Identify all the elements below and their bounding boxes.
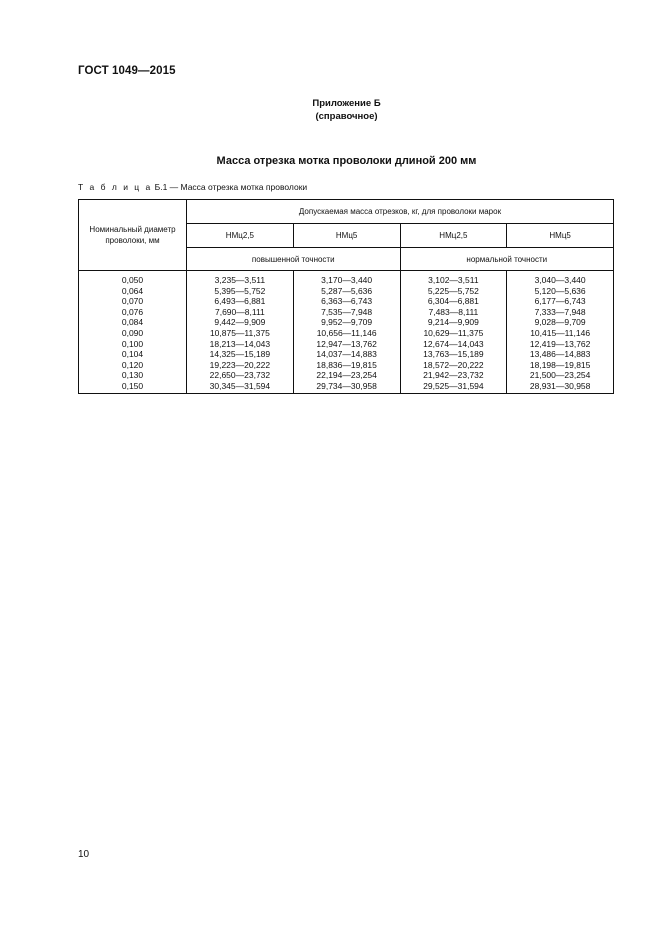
table-caption-prefix: Т а б л и ц а [78, 182, 153, 192]
table-row [79, 349, 614, 360]
cell-mass-range: 5,120—5,636 [507, 286, 614, 297]
appendix-subtitle: (справочное) [315, 111, 378, 122]
table-row [79, 370, 614, 381]
cell-mass-range: 3,040—3,440 [507, 271, 614, 286]
header-grade: НМц2,5 [400, 224, 507, 248]
cell-mass-range: 22,650—23,732 [187, 370, 294, 381]
cell-mass-range: 12,947—13,762 [293, 339, 400, 350]
table-row [79, 339, 614, 350]
cell-mass-range: 10,656—11,146 [293, 328, 400, 339]
cell-mass-range: 6,363—6,743 [293, 296, 400, 307]
cell-mass-range: 19,223—20,222 [187, 360, 294, 371]
cell-mass-range: 10,415—11,146 [507, 328, 614, 339]
cell-mass-range: 14,037—14,883 [293, 349, 400, 360]
cell-mass-range: 3,235—3,511 [187, 271, 294, 286]
cell-mass-range: 10,875—11,375 [187, 328, 294, 339]
cell-mass-range: 22,194—23,254 [293, 370, 400, 381]
table-caption-text: Б.1 — Масса отрезка мотка проволоки [154, 182, 308, 192]
table-row [79, 271, 614, 286]
cell-mass-range: 29,734—30,958 [293, 381, 400, 393]
cell-mass-range: 3,102—3,511 [400, 271, 507, 286]
cell-diameter: 0,150 [79, 381, 187, 393]
header-grade: НМц5 [293, 224, 400, 248]
appendix-heading [0, 97, 661, 123]
cell-mass-range: 9,214—9,909 [400, 317, 507, 328]
cell-mass-range: 29,525—31,594 [400, 381, 507, 393]
cell-diameter: 0,050 [79, 271, 187, 286]
table-row [79, 286, 614, 297]
cell-mass-range: 6,304—6,881 [400, 296, 507, 307]
header-grade: НМц5 [507, 224, 614, 248]
table-row [79, 307, 614, 318]
section-title: Масса отрезка мотка проволоки длиной 200 мм [216, 155, 477, 167]
cell-diameter: 0,104 [79, 349, 187, 360]
cell-mass-range: 9,442—9,909 [187, 317, 294, 328]
page-number: 10 [78, 849, 90, 860]
table-body [79, 271, 614, 394]
header-precision-high: повышенной точности [187, 248, 401, 271]
cell-mass-range: 12,419—13,762 [507, 339, 614, 350]
cell-diameter: 0,070 [79, 296, 187, 307]
cell-diameter: 0,084 [79, 317, 187, 328]
cell-mass-range: 9,952—9,709 [293, 317, 400, 328]
cell-mass-range: 30,345—31,594 [187, 381, 294, 393]
cell-mass-range: 18,572—20,222 [400, 360, 507, 371]
cell-mass-range: 18,198—19,815 [507, 360, 614, 371]
cell-mass-range: 9,028—9,709 [507, 317, 614, 328]
table-row [79, 317, 614, 328]
cell-diameter: 0,064 [79, 286, 187, 297]
cell-mass-range: 21,500—23,254 [507, 370, 614, 381]
cell-diameter: 0,130 [79, 370, 187, 381]
cell-mass-range: 14,325—15,189 [187, 349, 294, 360]
cell-mass-range: 12,674—14,043 [400, 339, 507, 350]
cell-diameter: 0,120 [79, 360, 187, 371]
cell-diameter: 0,076 [79, 307, 187, 318]
cell-mass-range: 28,931—30,958 [507, 381, 614, 393]
header-grade: НМц2,5 [187, 224, 294, 248]
cell-diameter: 0,090 [79, 328, 187, 339]
cell-mass-range: 13,486—14,883 [507, 349, 614, 360]
cell-mass-range: 7,690—8,111 [187, 307, 294, 318]
cell-mass-range: 6,177—6,743 [507, 296, 614, 307]
cell-mass-range: 6,493—6,881 [187, 296, 294, 307]
cell-mass-range: 18,213—14,043 [187, 339, 294, 350]
cell-mass-range: 18,836—19,815 [293, 360, 400, 371]
cell-mass-range: 5,395—5,752 [187, 286, 294, 297]
table-caption [78, 182, 307, 192]
cell-mass-range: 13,763—15,189 [400, 349, 507, 360]
cell-mass-range: 5,225—5,752 [400, 286, 507, 297]
cell-mass-range: 7,333—7,948 [507, 307, 614, 318]
cell-mass-range: 3,170—3,440 [293, 271, 400, 286]
cell-mass-range: 7,483—8,111 [400, 307, 507, 318]
cell-mass-range: 10,629—11,375 [400, 328, 507, 339]
table-row [79, 328, 614, 339]
cell-mass-range: 5,287—5,636 [293, 286, 400, 297]
table-row [79, 360, 614, 371]
cell-diameter: 0,100 [79, 339, 187, 350]
appendix-title: Приложение Б [312, 98, 381, 109]
header-mass-group: Допускаемая масса отрезков, кг, для проволоки марок [187, 200, 614, 224]
cell-mass-range: 21,942—23,732 [400, 370, 507, 381]
document-code: ГОСТ 1049—2015 [78, 65, 176, 77]
table-row [79, 296, 614, 307]
header-diameter: Номинальный диаметр проволоки, мм [79, 200, 187, 271]
mass-table [78, 199, 614, 394]
cell-mass-range: 7,535—7,948 [293, 307, 400, 318]
header-precision-normal: нормальной точности [400, 248, 614, 271]
table-row [79, 381, 614, 393]
